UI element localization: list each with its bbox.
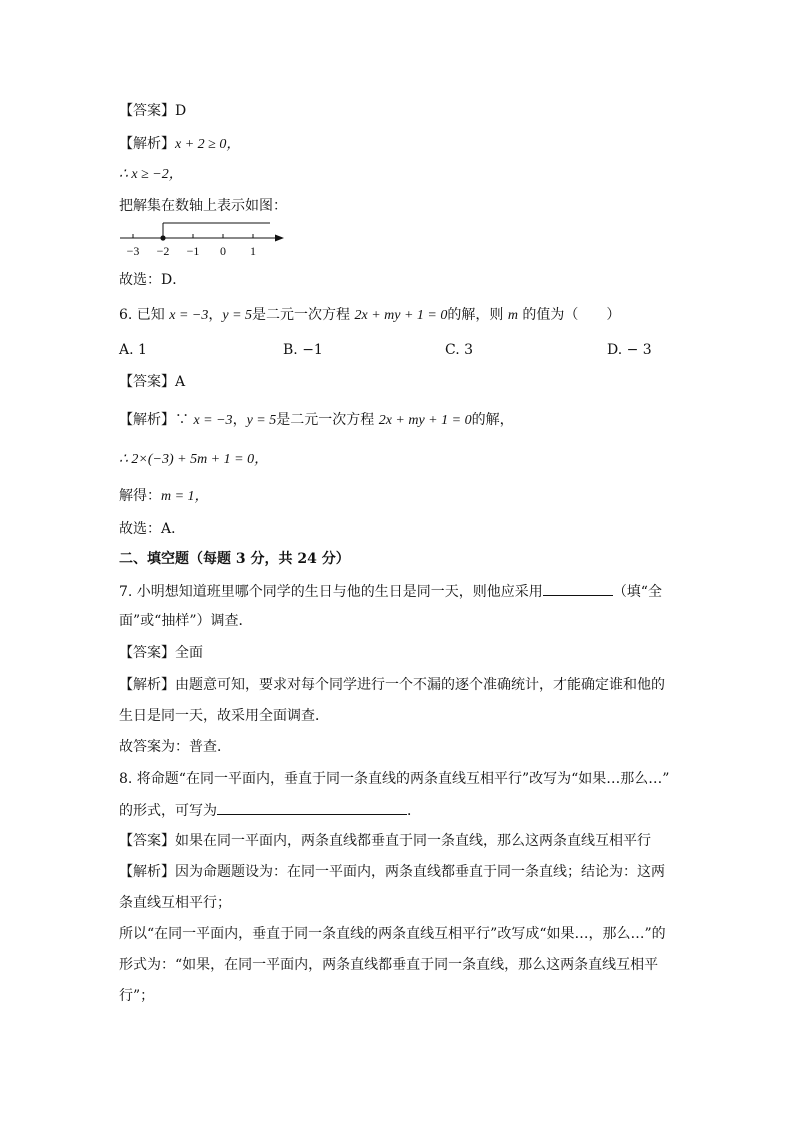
q6-equation: 2x + my + 1 = 0 — [354, 308, 448, 323]
q8-stem-line2 — [119, 800, 421, 821]
q6-analysis-cond-y: y = 5 — [246, 413, 277, 428]
tick-label: 1 — [250, 244, 256, 258]
q8-stem-period: ． — [407, 803, 421, 819]
section-heading: 二、填空题（每题 3 分，共 24 分） — [119, 551, 350, 567]
q6-stem-mid: 是二元一次方程 — [252, 307, 355, 323]
q7-analysis-line1: 【解析】由题意可知，要求对每个同学进行一个不漏的逐个准确统计，才能确定谁和他的 — [119, 677, 665, 693]
tick-label: −2 — [156, 244, 170, 258]
q6-analysis-sep: ， — [232, 412, 247, 428]
q6-sep: ， — [208, 307, 223, 323]
q7-answer-blank — [543, 581, 613, 596]
axis-arrow — [275, 235, 284, 242]
q6-option-a: A. 1 — [119, 342, 147, 358]
because-symbol: ∵ — [175, 412, 194, 428]
q8-analysis-line3: 所以“在同一平面内，垂直于同一条直线的两条直线互相平行”改写成“如果…，那么…”的 — [119, 926, 666, 942]
number-line-figure — [118, 220, 298, 260]
q5-therefore: ∴ x ≥ −2， — [119, 167, 183, 182]
q6-stem — [119, 305, 620, 326]
analysis-label: 【解析】 — [119, 412, 175, 428]
q6-option-b: B. −1 — [283, 342, 323, 358]
q8-stem-text: 的形式，可写为 — [119, 803, 217, 819]
q7-stem-line2: 面”或“抽样”）调查． — [119, 613, 253, 629]
q6-var-m: m — [507, 308, 518, 323]
solve-result: m = 1， — [161, 489, 209, 504]
q6-step-substitute: ∴ 2×(−3) + 5m + 1 = 0， — [119, 452, 269, 467]
q6-option-d: D. − 3 — [607, 342, 652, 358]
q7-stem-line1 — [119, 581, 662, 602]
q7-analysis-line2: 生日是同一天，故采用全面调查． — [119, 708, 329, 724]
q5-figure-caption: 把解集在数轴上表示如图： — [119, 198, 287, 214]
q5-answer: 【答案】D — [119, 103, 187, 119]
q6-step-solve — [119, 486, 209, 507]
solution-endpoint-dot — [160, 235, 165, 240]
q6-analysis-mid: 是二元一次方程 — [276, 412, 379, 428]
analysis-label: 【解析】 — [119, 136, 175, 152]
q6-cond-x: x = −3 — [169, 308, 209, 323]
q6-analysis-cond-x: x = −3 — [193, 413, 233, 428]
q6-analysis — [119, 410, 514, 431]
q8-analysis-line1: 【解析】因为命题题设为：在同一平面内，两条直线都垂直于同一条直线；结论为：这两 — [119, 864, 665, 880]
q7-stem-text: 7. 小明想知道班里哪个同学的生日与他的生日是同一天，则他应采用 — [119, 584, 543, 600]
tick-label: −3 — [126, 244, 140, 258]
q6-stem-prefix: 6. 已知 — [119, 307, 170, 323]
q7-final-answer: 故答案为：普查． — [119, 739, 231, 755]
tick-labels — [127, 244, 256, 258]
q8-analysis-line5: 行”； — [119, 988, 155, 1004]
q8-analysis-line4: 形式为：“如果，在同一平面内，两条直线都垂直于同一条直线，那么这两条直线互相平 — [119, 957, 659, 973]
solve-label: 解得： — [119, 488, 161, 504]
q7-answer: 【答案】全面 — [119, 645, 203, 661]
q6-option-c: C. 3 — [445, 342, 474, 358]
q7-stem-hint: （填“全 — [612, 584, 662, 600]
q8-answer: 【答案】如果在同一平面内，两条直线都垂直于同一条直线，那么这两条直线互相平行 — [119, 833, 651, 849]
q8-answer-blank — [217, 800, 407, 815]
q8-stem-line1: 8. 将命题“在同一平面内，垂直于同一条直线的两条直线互相平行”改写为“如果…那么…” — [119, 771, 670, 787]
q6-answer: 【答案】A — [119, 374, 186, 390]
q6-conclusion: 故选：A． — [119, 521, 186, 537]
q6-stem-end: 的值为（ ） — [517, 307, 621, 323]
q5-conclusion: 故选：D． — [119, 272, 187, 288]
q8-analysis-line2: 条直线互相平行； — [119, 895, 231, 911]
q6-stem-mid2: 的解，则 — [447, 307, 508, 323]
q6-cond-y: y = 5 — [222, 308, 253, 323]
q6-analysis-end: 的解， — [471, 412, 514, 428]
q5-analysis — [119, 134, 240, 155]
tick-marks — [133, 234, 253, 238]
q6-analysis-equation: 2x + my + 1 = 0 — [378, 413, 472, 428]
inequality: x + 2 ≥ 0， — [175, 137, 241, 152]
tick-label: 0 — [220, 244, 226, 258]
tick-label: −1 — [186, 244, 200, 258]
